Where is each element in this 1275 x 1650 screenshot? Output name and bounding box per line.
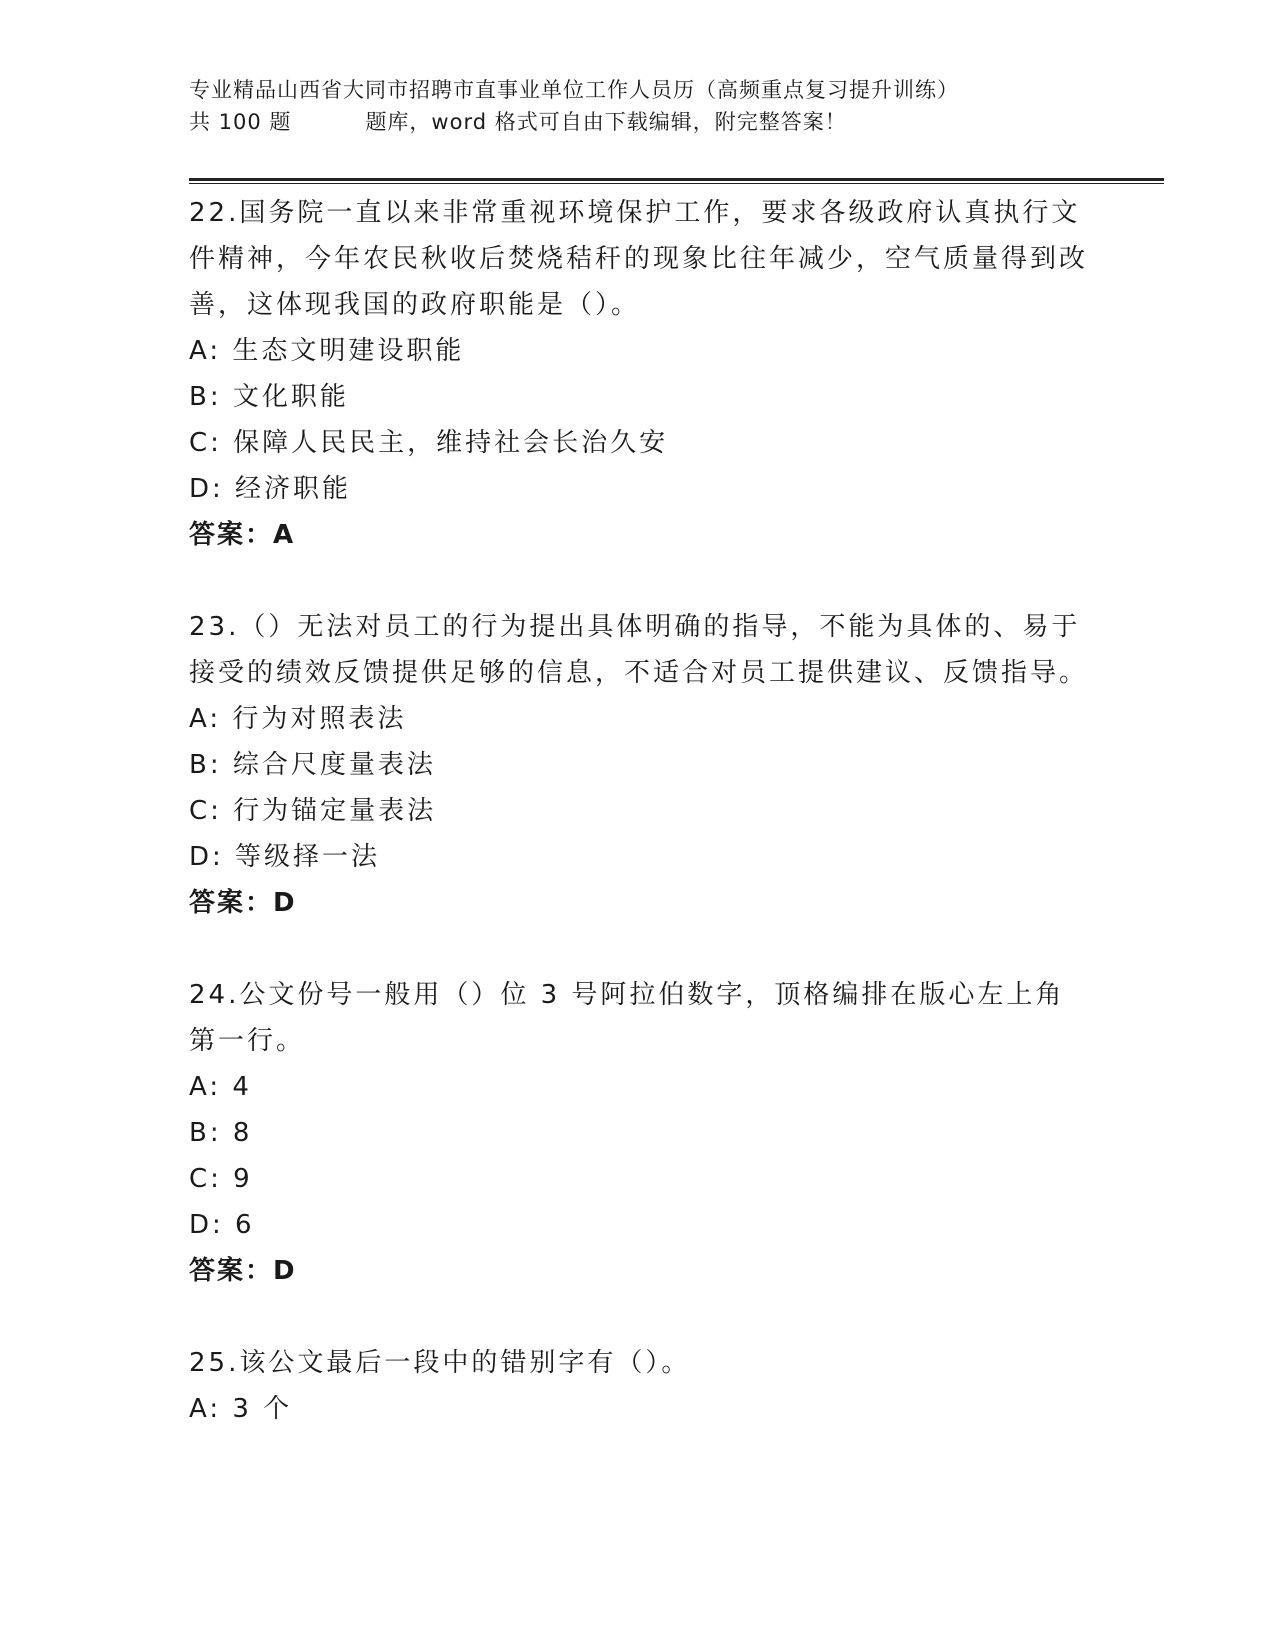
option-a: A: 4 [189, 1072, 252, 1102]
question-list [189, 190, 1089, 1432]
option-c: C: 9 [189, 1164, 253, 1194]
option-d: D: 经济职能 [189, 474, 352, 504]
option-d: D: 6 [189, 1210, 255, 1240]
answer-line [189, 880, 1089, 926]
option-a: A: 行为对照表法 [189, 704, 407, 734]
header-divider-thick [189, 178, 1164, 181]
answer-line [189, 512, 1089, 558]
question-24 [189, 972, 1089, 1294]
header-subtitle [189, 106, 1089, 138]
option-a: A: 生态文明建设职能 [189, 336, 465, 366]
question-stem: 25.该公文最后一段中的错别字有（）。 [189, 1348, 691, 1378]
option-c: C: 保障人民民主，维持社会长治久安 [189, 428, 669, 458]
option-b: B: 8 [189, 1118, 253, 1148]
option-a: A: 3 个 [189, 1394, 293, 1424]
answer-value: D [273, 888, 298, 918]
answer-value: A [273, 520, 297, 550]
answer-label: 答案： [189, 520, 274, 550]
answer-line [189, 1248, 1089, 1294]
header-description: 题库，word 格式可自由下载编辑，附完整答案！ [365, 110, 847, 134]
document-header [189, 74, 1089, 138]
answer-value: D [273, 1256, 298, 1286]
answer-label: 答案： [189, 1256, 274, 1286]
header-count: 共 100 题 [189, 110, 292, 134]
option-d: D: 等级择一法 [189, 842, 381, 872]
question-23 [189, 604, 1089, 926]
option-b: B: 综合尺度量表法 [189, 750, 436, 780]
question-22 [189, 190, 1089, 558]
question-stem: 23.（）无法对员工的行为提出具体明确的指导，不能为具体的、易于接受的绩效反馈提供足够的信息，不适合对员工提供建议、反馈指导。 [189, 612, 1089, 688]
header-title: 专业精品山西省大同市招聘市直事业单位工作人员历（高频重点复习提升训练） [189, 78, 959, 102]
header-divider-thin [189, 183, 1164, 184]
question-stem: 22.国务院一直以来非常重视环境保护工作，要求各级政府认真执行文件精神，今年农民秋收后焚烧秸秆的现象比往年减少，空气质量得到改善，这体现我国的政府职能是（）。 [189, 198, 1089, 320]
question-stem: 24.公文份号一般用（）位 3 号阿拉伯数字，顶格编排在版心左上角第一行。 [189, 980, 1065, 1056]
question-25 [189, 1340, 1089, 1432]
option-b: B: 文化职能 [189, 382, 349, 412]
option-c: C: 行为锚定量表法 [189, 796, 437, 826]
answer-label: 答案： [189, 888, 274, 918]
